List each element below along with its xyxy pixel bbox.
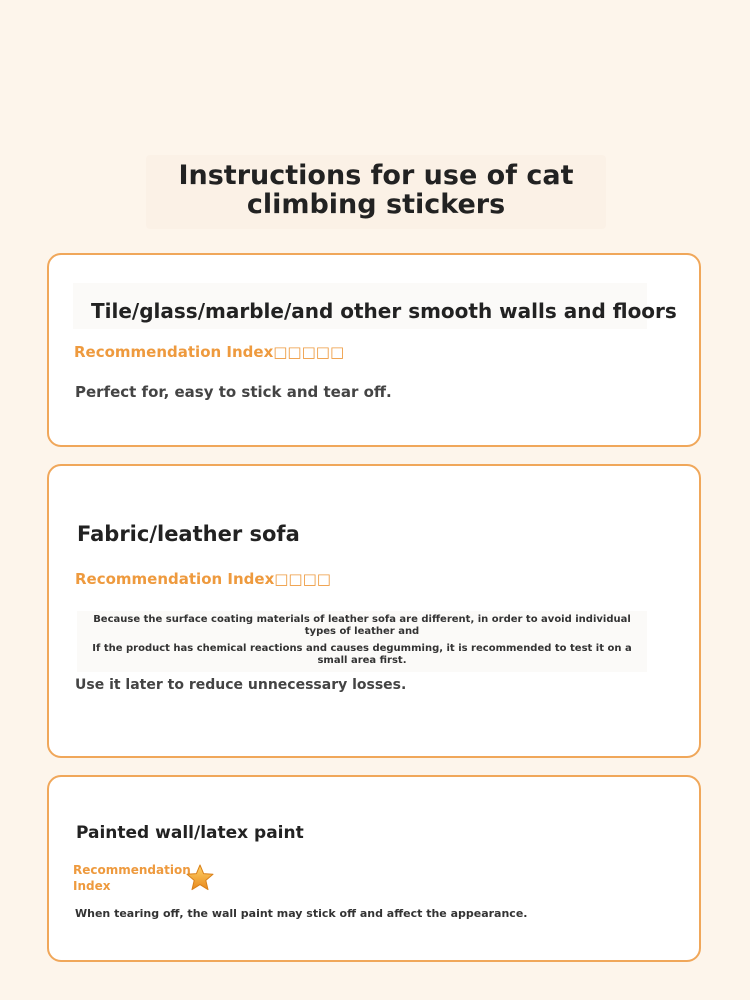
card-painted-wall	[47, 775, 701, 962]
recommendation-index: Recommendation Index□□□□	[75, 570, 331, 588]
recommendation-index: Recommendation Index□□□□□	[74, 343, 345, 361]
star-icon	[185, 863, 215, 893]
card-heading: Fabric/leather sofa	[77, 522, 300, 546]
card-smooth-surfaces	[47, 253, 701, 447]
title-block	[146, 155, 606, 229]
card-heading: Painted wall/latex paint	[76, 823, 304, 843]
recommendation-index: Recommendation Index	[73, 863, 191, 893]
page-title: Instructions for use of cat climbing stickers	[178, 160, 574, 220]
card-body: Use it later to reduce unnecessary losses.	[75, 677, 407, 693]
card-fabric-leather-sofa	[47, 464, 701, 758]
leather-note	[77, 611, 647, 672]
note-line: If the product has chemical reactions and causes degumming, it is recommended to test it on a small area first.	[92, 643, 632, 666]
card-heading: Tile/glass/marble/and other smooth walls and floors	[73, 283, 647, 329]
card-body: Perfect for, easy to stick and tear off.	[75, 383, 392, 401]
note-line: Because the surface coating materials of leather sofa are different, in order to avoid individual types of leather and	[93, 614, 631, 637]
card-body: When tearing off, the wall paint may stick off and affect the appearance.	[75, 907, 528, 920]
